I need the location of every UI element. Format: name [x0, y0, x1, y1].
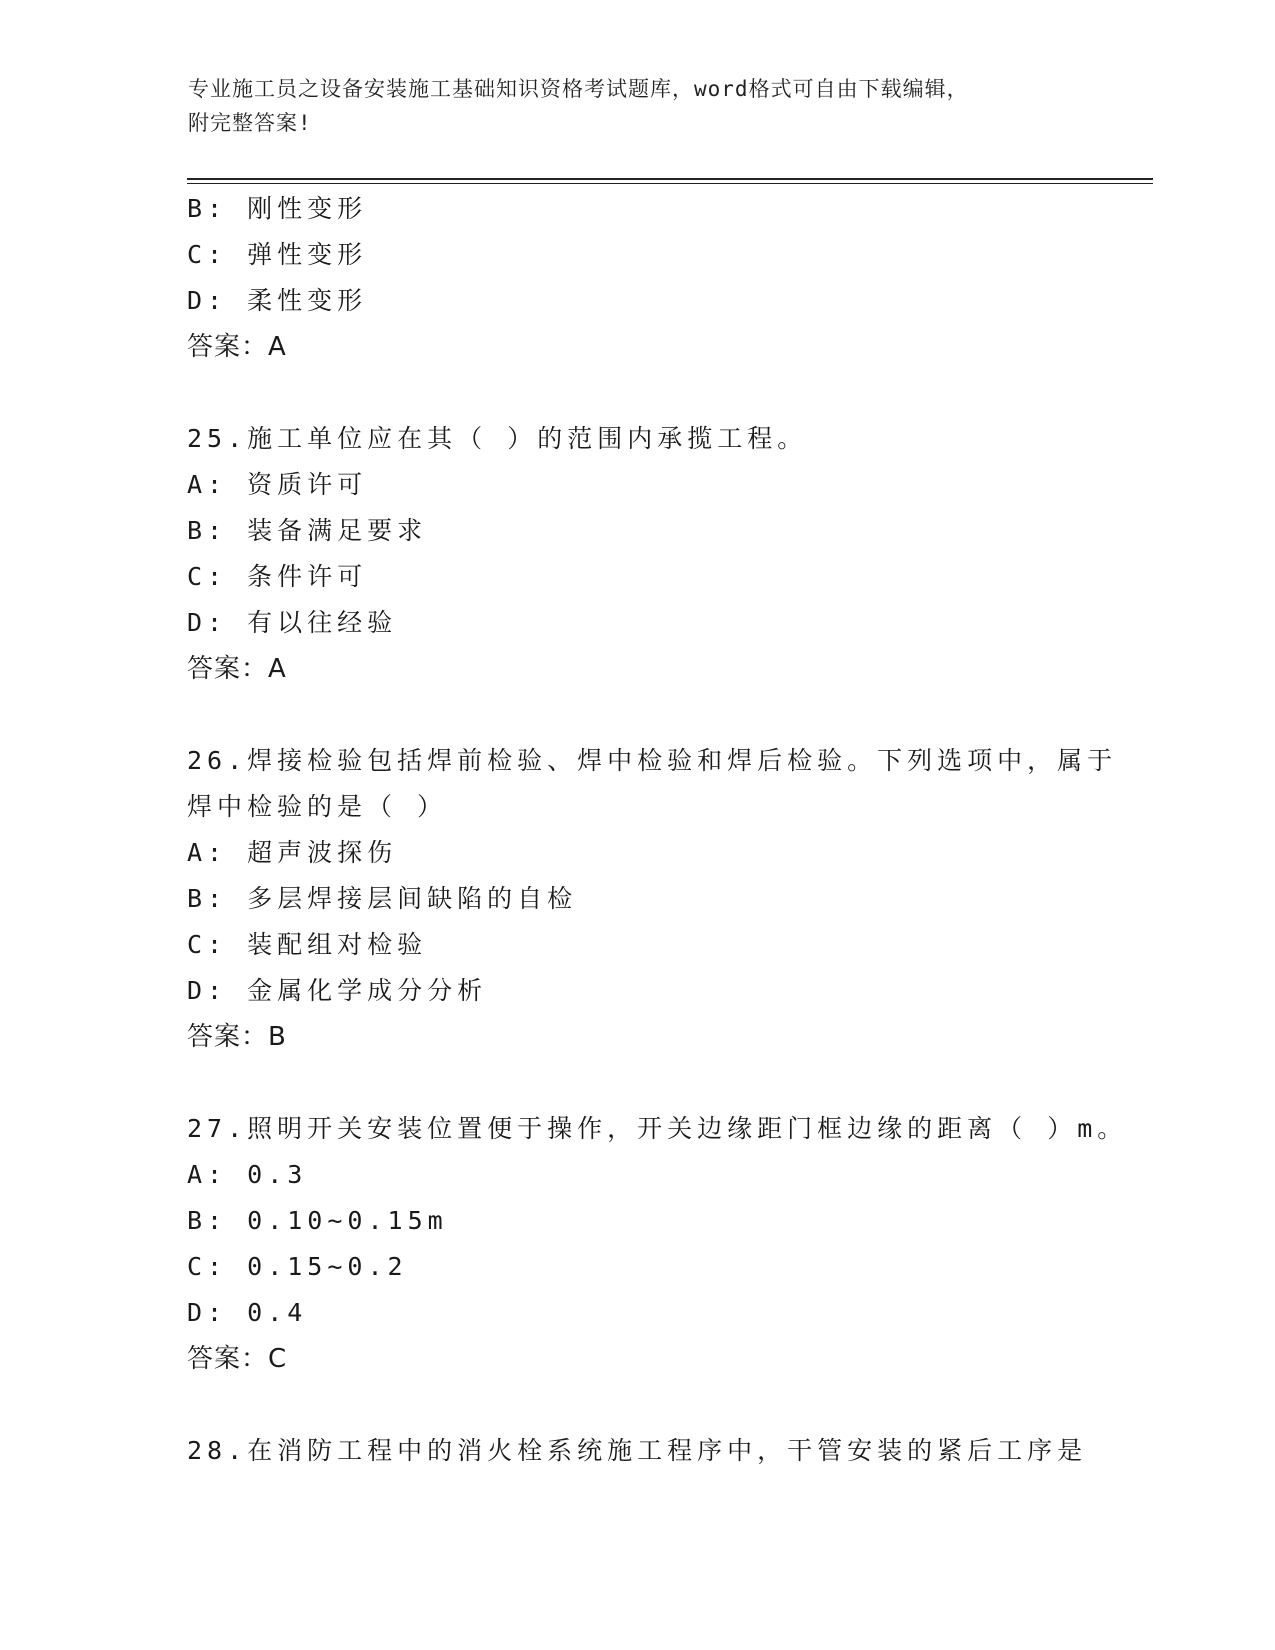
option-c: C: 0.15~0.2 — [187, 1252, 408, 1281]
option-b: B: 0.10~0.15m — [187, 1206, 448, 1235]
spacer — [187, 370, 1087, 416]
option-b: B: 多层焊接层间缺陷的自检 — [187, 884, 578, 913]
question-text: 27.照明开关安装位置便于操作，开关边缘距门框边缘的距离（ ）m。 — [187, 1114, 1128, 1143]
header-line-1: 专业施工员之设备安装施工基础知识资格考试题库，word格式可自由下载编辑， — [188, 77, 969, 101]
question-text-line-1: 26.焊接检验包括焊前检验、焊中检验和焊后检验。下列选项中，属于 — [187, 746, 1118, 775]
question-text: 28.在消防工程中的消火栓系统施工程序中，干管安装的紧后工序是 — [187, 1436, 1088, 1465]
answer: 答案：A — [187, 332, 287, 362]
option-c: C: 装配组对检验 — [187, 930, 428, 959]
question-28 — [187, 1428, 1087, 1474]
option-a: A: 0.3 — [187, 1160, 308, 1189]
question-text-line-2: 焊中检验的是（ ） — [187, 792, 448, 821]
option-d: D: 柔性变形 — [187, 286, 368, 315]
spacer — [187, 692, 1087, 738]
answer: 答案：A — [187, 654, 287, 684]
option-d: D: 0.4 — [187, 1298, 308, 1327]
option-b: B: 装备满足要求 — [187, 516, 428, 545]
option-a: A: 超声波探伤 — [187, 838, 398, 867]
question-25 — [187, 416, 1087, 692]
option-c: C: 条件许可 — [187, 562, 368, 591]
option-c: C: 弹性变形 — [187, 240, 368, 269]
option-d: D: 金属化学成分分析 — [187, 976, 488, 1005]
option-a: A: 资质许可 — [187, 470, 368, 499]
question-text: 25.施工单位应在其（ ）的范围内承揽工程。 — [187, 424, 808, 453]
header-line-2: 附完整答案! — [188, 111, 312, 135]
header-divider — [187, 178, 1153, 184]
question-26 — [187, 738, 1118, 1060]
page-header — [188, 72, 1088, 140]
answer: 答案：C — [187, 1344, 288, 1374]
option-b: B: 刚性变形 — [187, 194, 368, 223]
question-24 — [187, 186, 1087, 370]
question-list — [187, 186, 1128, 1474]
spacer — [187, 1060, 1087, 1106]
question-27 — [187, 1106, 1128, 1382]
option-d: D: 有以往经验 — [187, 608, 398, 637]
answer: 答案：B — [187, 1022, 287, 1052]
spacer — [187, 1382, 1087, 1428]
